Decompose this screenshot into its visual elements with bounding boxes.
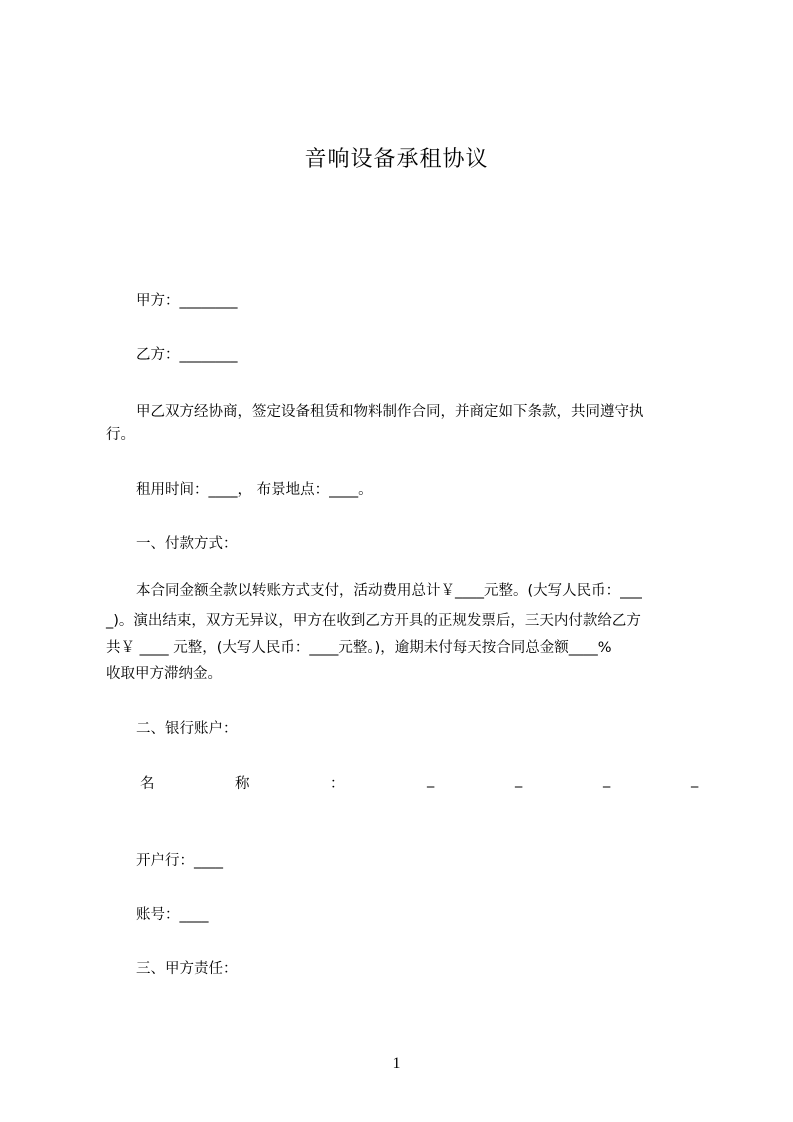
account-name-label-char-2: 称 [235,776,250,792]
intro-paragraph-line-1: 甲乙双方经协商，签定设备租赁和物料制作合同，并商定如下条款，共同遵守执 [136,404,644,420]
account-name-blank-4: _ [691,772,699,788]
section-2-heading: 二、银行账户： [136,721,238,737]
section-3-heading: 三、甲方责任： [136,961,238,977]
account-name-blank-1: _ [427,772,435,788]
rental-info-line: 租用时间：____， 布景地点：____。 [136,482,373,498]
payment-paragraph-line-4: 收取甲方滞纳金。 [106,666,222,682]
payment-paragraph-line-2: _)。演出结束，双方无异议，甲方在收到乙方开具的正规发票后，三天内付款给乙方 [106,613,641,629]
account-name-row [140,772,702,792]
document-title: 音响设备承租协议 [304,147,489,172]
bank-line: 开户行：____ [136,853,223,869]
party-a-line: 甲方：________ [136,293,238,309]
page-number: 1 [392,1055,401,1072]
payment-paragraph-line-1: 本合同金额全款以转账方式支付，活动费用总计￥____元整。(大写人民币：___ [136,583,642,599]
account-name-blank-2: _ [515,772,523,788]
intro-paragraph-line-2: 行。 [106,427,135,443]
section-1-heading: 一、付款方式： [136,536,238,552]
account-name-blank-3: _ [603,772,611,788]
payment-paragraph-line-3: 共￥ ____ 元整，(大写人民币：____元整。)，逾期未付每天按合同总金额____% [106,640,612,656]
account-name-colon: ： [330,776,345,792]
party-b-line: 乙方：________ [136,347,238,363]
account-number-line: 账号：____ [136,907,209,923]
account-name-label-char-1: 名 [140,776,155,792]
